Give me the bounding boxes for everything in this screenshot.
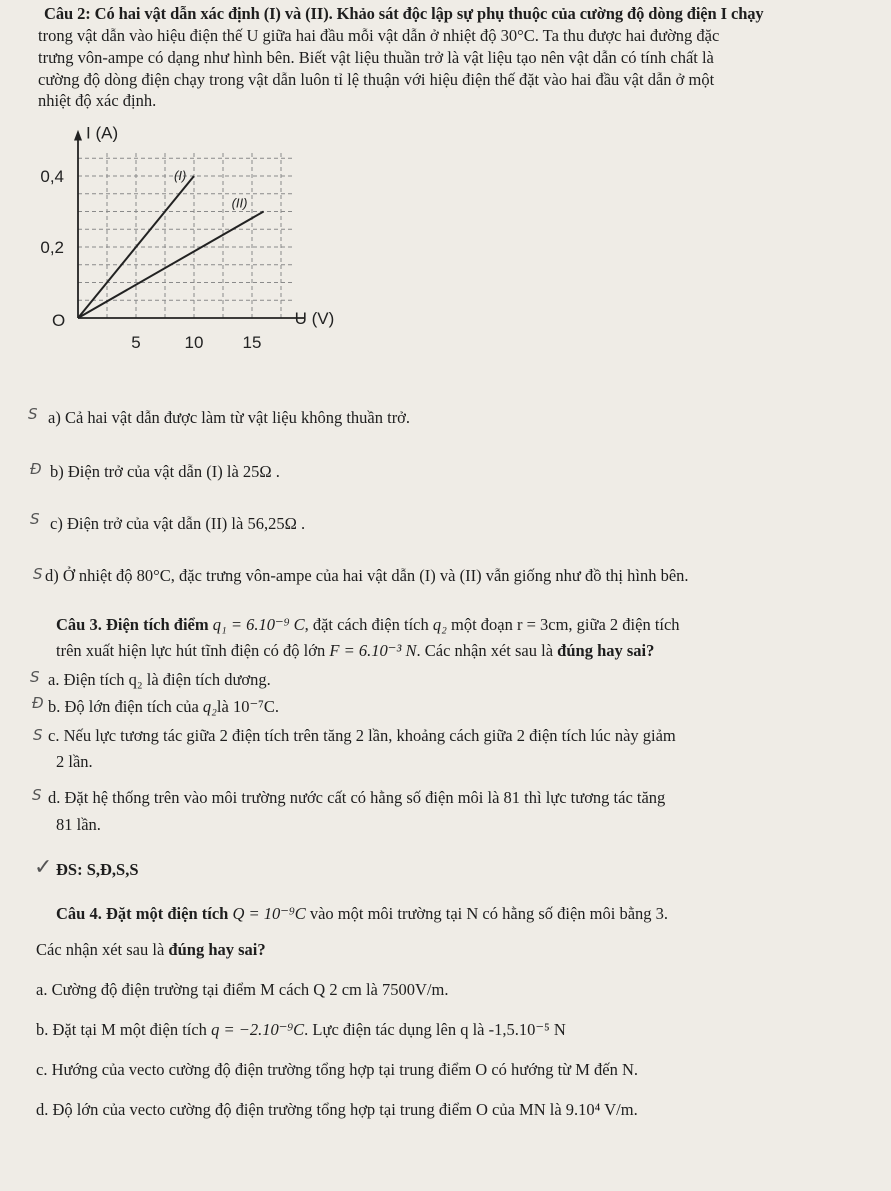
q3-statement-c-line-2: 2 lần. [56,752,93,771]
x-tick-label: 10 [184,333,204,352]
q2-statement-d: d) Ở nhiệt độ 80°C, đặc trưng vôn-ampe của hai vật dẫn (I) và (II) vẫn giống như đồ thị hình bên. [45,566,689,585]
x-tick-label: 5 [131,333,141,352]
q2-statement-c: c) Điện trở của vật dẫn (II) là 56,25Ω . [50,514,306,533]
q3-line-2-bold: đúng hay sai? [557,641,655,660]
q3-formula-F: F = 6.10⁻³ N [329,641,417,660]
handwritten-mark-3b: Đ [32,694,44,712]
q3-heading-label: Câu 3. Điện tích điểm [56,615,213,634]
y-axis-label: I (A) [86,123,119,143]
q3-formula-q1: q₁ = 6.10⁻⁹ C [212,615,305,634]
q3-statement-b-q2: q₂ [202,697,217,716]
q2-line-1-text: Câu 2: Có hai vật dẫn xác định (I) và (II). Khảo sát độc lập sự phụ thuộc của cường độ dòng điện I chạy [44,4,764,23]
q3-answer: ĐS: S,Đ,S,S [56,860,139,879]
q3-line-2-mid: . Các nhận xét sau là [416,641,558,660]
q2-line-3: trưng vôn-ampe có dạng như hình bên. Biết vật liệu thuần trở là vật liệu tạo nên vật dẫn có tính chất là [38,48,714,67]
q4-heading [56,904,668,924]
q4-heading-label: Câu 4. Đặt một điện tích [56,904,233,923]
q4-statement-a: a. Cường độ điện trường tại điểm M cách Q 2 cm là 7500V/m. [36,980,449,999]
q3-statement-d-line-1: d. Đặt hệ thống trên vào môi trường nước cất có hằng số điện môi là 81 thì lực tương tác tăng [48,788,666,807]
q3-line-2 [56,641,654,661]
q3-heading [56,615,680,635]
q3-line-2-start: trên xuất hiện lực hút tĩnh điện có độ lớn [56,641,330,660]
q3-statement-b [48,697,279,717]
q4-statement-b [36,1020,566,1040]
handwritten-mark-2d: S [33,565,43,583]
origin-label: O [52,311,66,330]
q4-statement-c: c. Hướng của vecto cường độ điện trường tổng hợp tại trung điểm O có hướng từ M đến N. [36,1060,639,1079]
q4-formula-Q: Q = 10⁻⁹C [232,904,306,923]
q2-line-2: trong vật dẫn vào hiệu điện thế U giữa hai đầu mỗi vật dẫn ở nhiệt độ 30°C. Ta thu được hai đường đặc [38,26,720,45]
q3-statement-b-start: b. Độ lớn điện tích của [48,697,203,716]
q3-statement-b-end: là 10⁻⁷C. [216,697,280,716]
q2-statement-a: a) Cả hai vật dẫn được làm từ vật liệu không thuần trở. [48,408,411,427]
y-axis-arrow-icon [74,130,82,141]
q2-line-4: cường độ dòng điện chạy trong vật dẫn luôn tỉ lệ thuận với hiệu điện thế đặt vào hai đầu vật dẫn ở một [38,70,715,89]
q3-statement-d-line-2: 81 lần. [56,815,101,834]
q2-line-1 [44,4,764,24]
handwritten-mark-3c: S [33,726,43,744]
q4-prompt-bold: đúng hay sai? [168,940,266,959]
q2-line-5: nhiệt độ xác định. [38,91,157,110]
x-axis-label: U (V) [294,309,335,328]
q3-heading-mid: , đặt cách điện tích [304,615,433,634]
q4-prompt [36,940,266,960]
checkmark-icon: ✓ [34,855,53,880]
q3-statement-c-line-1: c. Nếu lực tương tác giữa 2 điện tích trên tăng 2 lần, khoảng cách giữa 2 điện tích lúc này giảm [48,726,676,745]
q4-heading-end: vào một môi trường tại N có hằng số điện môi bằng 3. [305,904,669,923]
q4-formula-q: q = −2.10⁻⁹C [211,1020,305,1039]
q3-statement-a: a. Điện tích q₂ là điện tích dương. [48,670,271,689]
y-tick-label: 0,2 [40,238,64,257]
handwritten-mark-2c: S [30,510,40,528]
x-tick-label: 15 [242,333,262,352]
handwritten-mark-2a: S [28,405,38,423]
q4-prompt-start: Các nhận xét sau là [36,940,169,959]
handwritten-mark-3a: S [30,668,40,686]
series-label: (II) [231,195,248,211]
handwritten-mark-3d: S [32,786,42,804]
q3-formula-q2: q₂ [432,615,447,634]
q4-statement-d: d. Độ lớn của vecto cường độ điện trường tổng hợp tại trung điểm O của MN là 9.10⁴ V/m. [36,1100,638,1119]
q4-statement-b-end: . Lực điện tác dụng lên q là -1,5.10⁻⁵ N [304,1020,566,1039]
q3-heading-end: một đoạn r = 3cm, giữa 2 điện tích [446,615,680,634]
y-tick-label: 0,4 [40,167,64,186]
va-characteristic-chart [26,123,356,390]
q2-statement-b: b) Điện trở của vật dẫn (I) là 25Ω . [50,462,280,481]
series-label: (I) [174,168,187,183]
q4-statement-b-start: b. Đặt tại M một điện tích [36,1020,212,1039]
handwritten-mark-2b: Đ [30,460,42,478]
